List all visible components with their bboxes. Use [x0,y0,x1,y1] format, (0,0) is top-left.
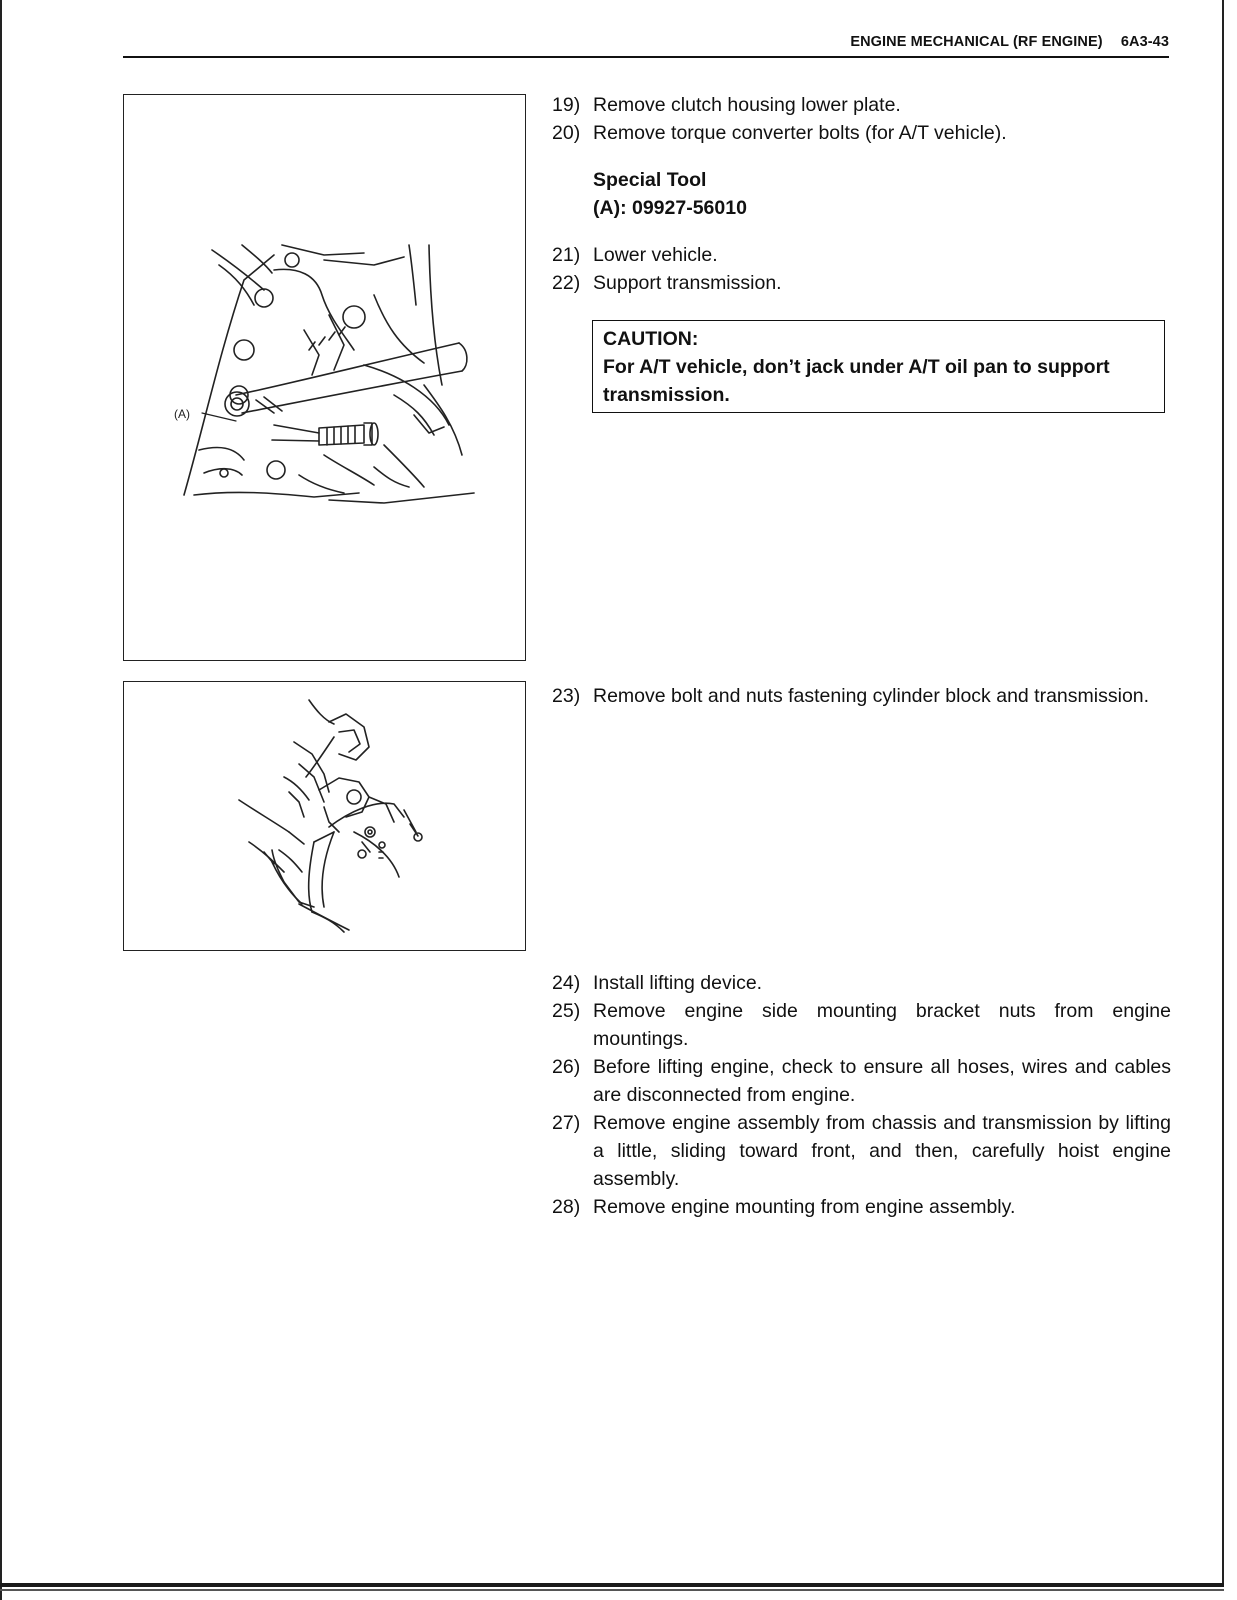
list-item [546,969,1171,997]
steps-list-23 [546,682,1171,710]
list-item [546,91,1171,119]
step-text: Remove torque converter bolts (for A/T vehicle). [593,122,1007,144]
step-text: Lower vehicle. [593,244,718,266]
header-page-number: 6A3-43 [1120,34,1169,50]
caution-title: CAUTION: [603,328,699,350]
step-text: Remove engine mounting from engine assembly. [593,1196,1016,1218]
page-left-edge [0,0,2,1600]
figure-torque-converter [123,94,526,661]
list-item [546,1193,1171,1221]
header-section-title: ENGINE MECHANICAL (RF ENGINE) [850,34,1103,50]
list-item [546,269,1171,297]
steps-list-19-20 [546,91,1171,147]
page-bottom-edge-shadow [0,1589,1224,1591]
page-header [850,34,1169,50]
list-item [546,241,1171,269]
step-number: 23) [552,685,581,707]
step-number: 28) [552,1196,581,1218]
step-number: 21) [552,244,581,266]
list-item [546,1109,1171,1193]
figure-label-a: (A) [174,407,190,421]
figure-cylinder-block-bolts [123,681,526,951]
page-bottom-edge [0,1583,1224,1587]
page-right-edge [1222,0,1224,1585]
special-tool-block [593,166,747,222]
step-number: 20) [552,122,581,144]
header-rule [123,56,1169,58]
list-item [546,1053,1171,1109]
step-number: 24) [552,972,581,994]
step-number: 19) [552,94,581,116]
step-text: Remove clutch housing lower plate. [593,94,901,116]
steps-list-21-22 [546,241,1171,297]
step-number: 22) [552,272,581,294]
special-tool-value: (A): 09927-56010 [593,197,747,219]
step-text: Remove engine assembly from chassis and transmission by lifting a little, sliding toward front, and then, carefully hoist engine assembly. [593,1112,1171,1190]
torque-converter-illustration [124,95,525,660]
cylinder-block-illustration [124,682,525,950]
step-number: 27) [552,1112,581,1134]
list-item [546,997,1171,1053]
step-text: Support transmission. [593,272,782,294]
step-text: Remove engine side mounting bracket nuts from engine mountings. [593,1000,1171,1050]
list-item [546,119,1171,147]
list-item [546,682,1171,710]
steps-list-24-28 [546,969,1171,1221]
caution-text: For A/T vehicle, don’t jack under A/T oil pan to support transmission. [603,356,1110,406]
step-number: 26) [552,1056,581,1078]
caution-box [592,320,1165,413]
special-tool-heading: Special Tool [593,169,707,191]
step-text: Install lifting device. [593,972,763,994]
step-text: Before lifting engine, check to ensure all hoses, wires and cables are disconnected from engine. [593,1056,1171,1106]
step-number: 25) [552,1000,581,1022]
step-text: Remove bolt and nuts fastening cylinder block and transmission. [593,685,1150,707]
